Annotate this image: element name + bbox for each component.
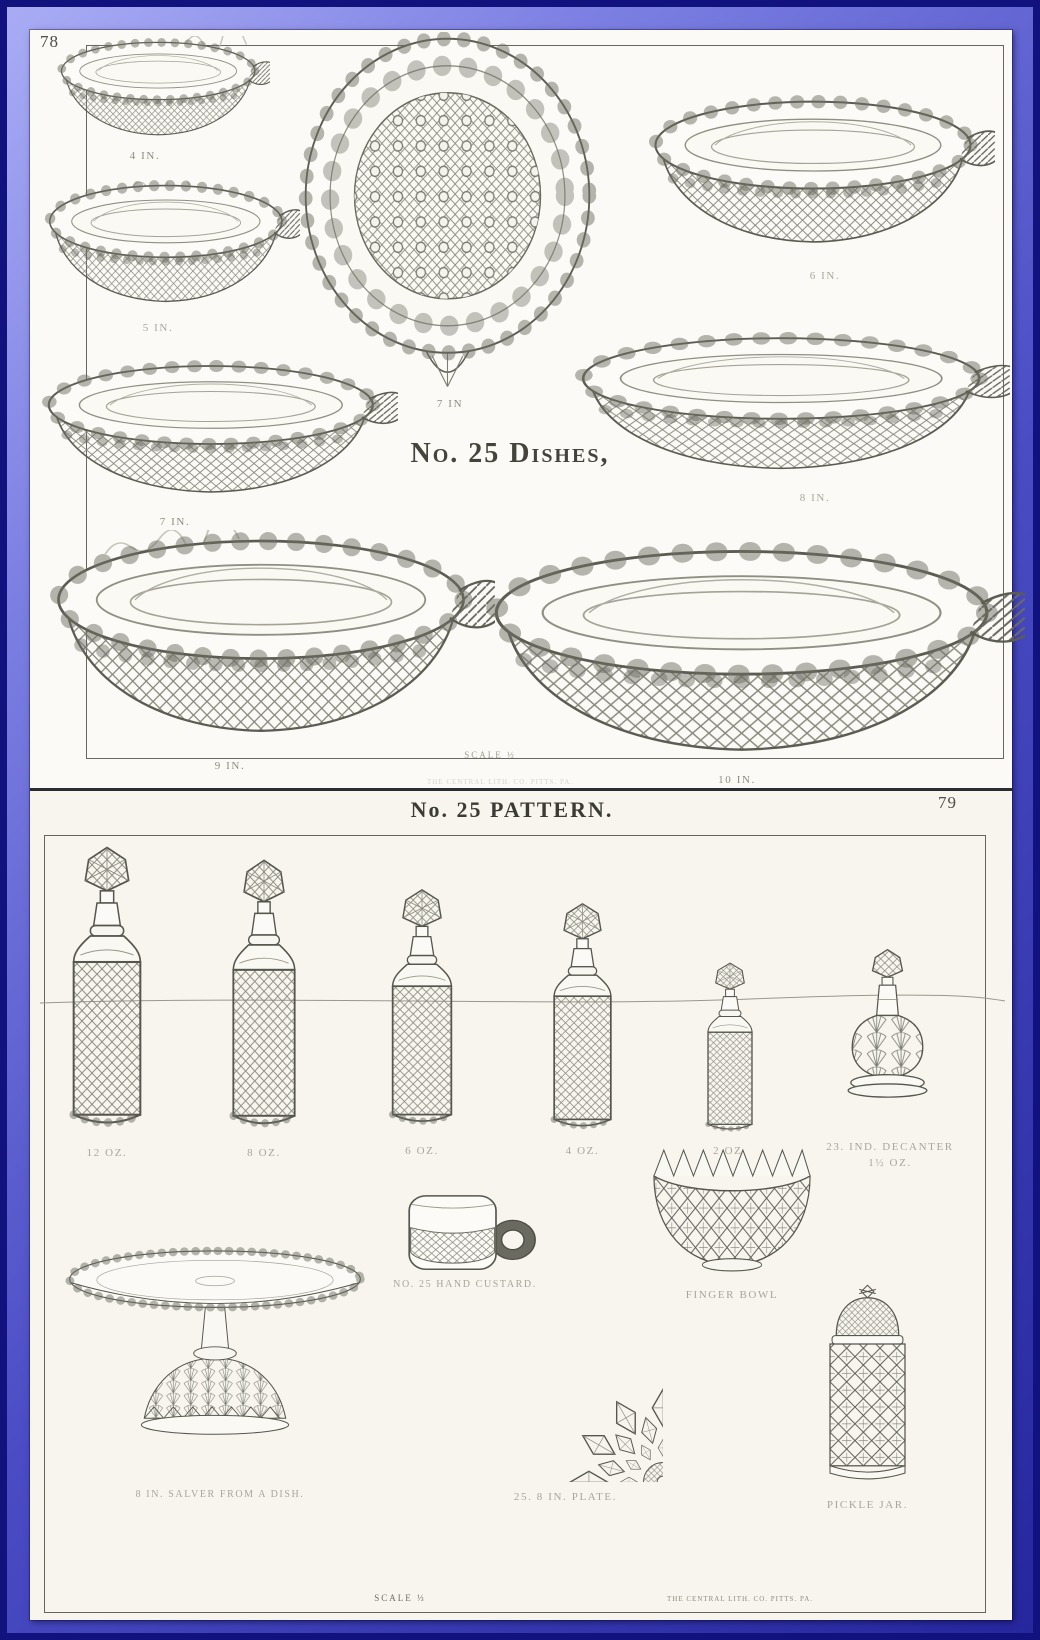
page-78 [30, 30, 1012, 788]
bottle-8oz-illustration [218, 857, 310, 1139]
page78-number: 78 [40, 32, 59, 51]
dish-4in-caption: 4 IN. [129, 150, 161, 162]
hand-custard-illustration [398, 1191, 538, 1279]
dish-5in-illustration [42, 180, 300, 318]
dish-10in-caption: 10 IN. [718, 774, 756, 786]
page78-scale-note: SCALE ½ [464, 750, 516, 760]
ind-decanter-illustration [840, 947, 935, 1105]
catalog-pages [30, 30, 1012, 1620]
dish-5in-caption: 5 IN. [142, 322, 174, 334]
pickle-jar-caption: PICKLE JAR. [826, 1499, 909, 1511]
bottle-8oz-caption: 8 OZ. [247, 1147, 281, 1159]
plate-illustration [468, 1287, 663, 1482]
dish-7in-round-caption: 7 IN [436, 398, 464, 410]
bottle-12oz-caption: 12 OZ. [86, 1147, 128, 1159]
dish-7in-caption: 7 IN. [159, 516, 191, 528]
bottle-2oz-illustration [697, 961, 763, 1139]
dish-6in-caption: 6 IN. [809, 270, 841, 282]
bottle-4oz-caption: 4 OZ. [565, 1145, 600, 1157]
dish-10in-illustration [480, 542, 1025, 778]
dish-6in-illustration [645, 95, 995, 262]
ind-decanter-caption: 23. IND. DECANTER [826, 1141, 954, 1153]
finger-bowl-illustration [648, 1139, 816, 1287]
dish-8in-caption: 8 IN. [799, 492, 831, 504]
ind-decanter-caption-2: 1½ OZ. [868, 1157, 912, 1169]
salver-illustration [60, 1234, 370, 1469]
finger-bowl-caption: FINGER BOWL [685, 1289, 779, 1301]
dish-9in-caption: 9 IN. [214, 760, 246, 772]
page79-number: 79 [938, 793, 957, 812]
bottle-2oz-caption: 2 OZ. [713, 1145, 747, 1157]
bottle-4oz-illustration [540, 901, 625, 1139]
bottle-6oz-caption: 6 OZ. [405, 1145, 439, 1157]
pickle-jar-illustration [805, 1281, 930, 1491]
plate-caption: 25. 8 IN. PLATE. [513, 1491, 618, 1503]
dish-9in-illustration [45, 532, 495, 758]
salver-caption: 8 IN. SALVER FROM A DISH. [135, 1489, 305, 1500]
hand-custard-caption: NO. 25 HAND CUSTARD. [393, 1279, 537, 1290]
dish-4in-illustration [55, 38, 270, 148]
page78-printer-note: THE CENTRAL LITH. CO. PITTS. PA. [426, 778, 573, 786]
dish-7in-round-illustration [295, 32, 600, 395]
page79-scale-note: SCALE ⅓ [374, 1593, 426, 1603]
dish-7in-illustration [38, 360, 398, 510]
page78-title: No. 25 Dishes, [410, 438, 610, 469]
page-79 [30, 791, 1012, 1620]
page79-title: No. 25 PATTERN. [410, 797, 614, 822]
page79-printer-note: THE CENTRAL LITH. CO. PITTS. PA. [666, 1595, 813, 1603]
bottle-12oz-illustration [57, 844, 157, 1139]
bottle-6oz-illustration [378, 887, 466, 1135]
